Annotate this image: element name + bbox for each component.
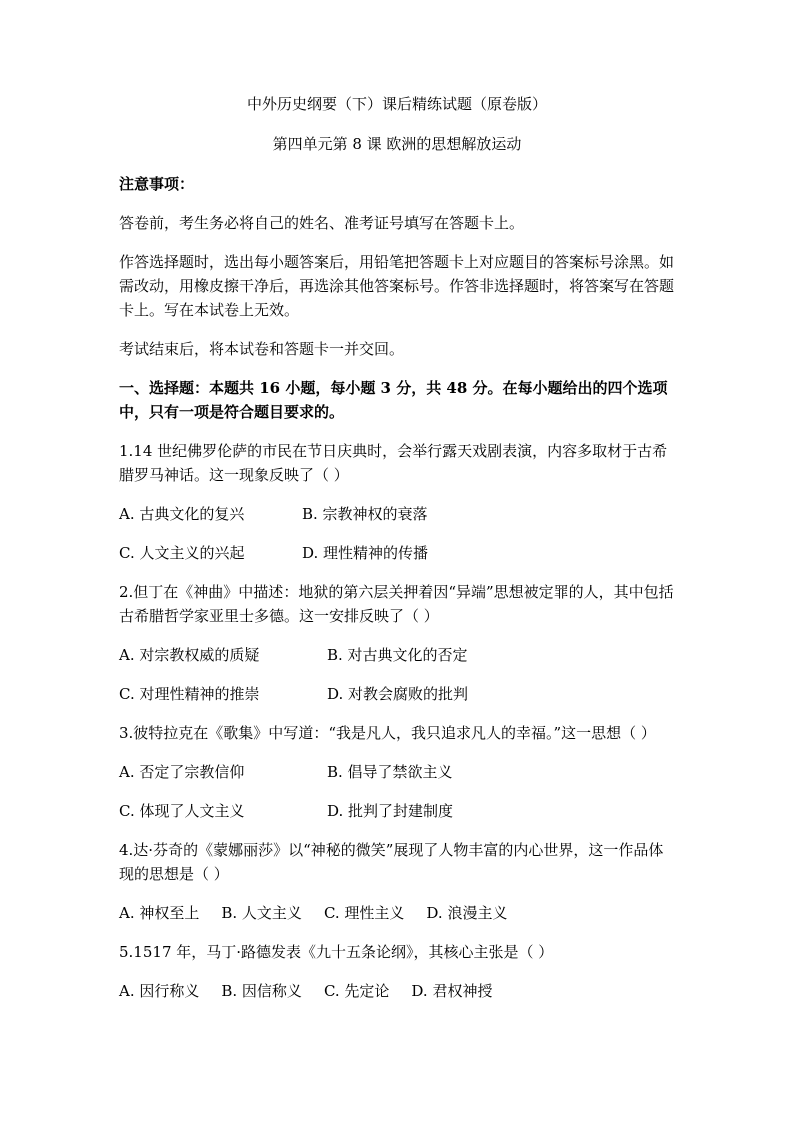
question-stem: 4.达·芬奇的《蒙娜丽莎》以“神秘的微笑”展现了人物丰富的内心世界，这一作品体现的思想是（ ） (119, 841, 664, 883)
section-heading: 一、选择题：本题共 16 小题，每小题 3 分，共 48 分。在每小题给出的四个选项中，只有一项是符合题目要求的。 (119, 379, 668, 421)
notice-heading: 注意事项： (119, 175, 195, 193)
option-a: A. 否定了宗教信仰 (119, 763, 245, 781)
notice-item: 考试结束后，将本试卷和答题卡一并交回。 (119, 340, 405, 358)
option-d: D. 浪漫主义 (426, 904, 508, 922)
exam-page (119, 92, 675, 1018)
option-c: C. 人文主义的兴起 (119, 544, 245, 562)
question-stem: 2.但丁在《神曲》中描述：地狱的第六层关押着因“异端”思想被定罪的人，其中包括古希腊哲学家亚里士多德。这一安排反映了（ ） (119, 583, 674, 625)
option-b: B. 倡导了禁欲主义 (327, 763, 453, 781)
question-stem: 3.彼特拉克在《歌集》中写道：“我是凡人，我只追求凡人的幸福。”这一思想（ ） (119, 724, 656, 742)
notice-item: 答卷前，考生务必将自己的姓名、准考证号填写在答题卡上。 (119, 214, 525, 232)
option-a: A. 对宗教权威的质疑 (119, 646, 260, 664)
option-c: C. 体现了人文主义 (119, 802, 245, 820)
options-row (119, 901, 675, 925)
option-c: C. 先定论 (323, 982, 390, 1000)
options-row (119, 643, 675, 667)
option-d: D. 对教会腐败的批判 (327, 685, 469, 703)
option-d: D. 批判了封建制度 (327, 802, 454, 820)
page-title: 中外历史纲要（下）课后精练试题（原卷版） (246, 95, 547, 113)
options-row (119, 502, 675, 526)
lesson-subtitle: 第四单元第 8 课 欧洲的思想解放运动 (272, 135, 522, 153)
option-b: B. 宗教神权的衰落 (302, 505, 428, 523)
options-row (119, 541, 675, 565)
option-a: A. 古典文化的复兴 (119, 505, 245, 523)
option-b: B. 对古典文化的否定 (327, 646, 468, 664)
option-d: D. 理性精神的传播 (302, 544, 429, 562)
question-stem: 5.1517 年，马丁·路德发表《九十五条论纲》，其核心主张是（ ） (119, 943, 554, 961)
option-b: B. 人文主义 (221, 904, 302, 922)
option-c: C. 对理性精神的推崇 (119, 685, 260, 703)
option-b: B. 因信称义 (221, 982, 302, 1000)
option-a: A. 因行称义 (119, 982, 200, 1000)
question-stem: 1.14 世纪佛罗伦萨的市民在节日庆典时，会举行露天戏剧表演，内容多取材于古希腊罗马神话。这一现象反映了（ ） (119, 442, 668, 484)
notice-item: 作答选择题时，选出每小题答案后，用铅笔把答题卡上对应题目的答案标号涂黑。如需改动，用橡皮擦干净后，再选涂其他答案标号。作答非选择题时，将答案写在答题卡上。写在本试卷上无效。 (119, 253, 675, 319)
option-a: A. 神权至上 (119, 904, 200, 922)
option-c: C. 理性主义 (323, 904, 405, 922)
options-row (119, 682, 675, 706)
options-row (119, 760, 675, 784)
option-d: D. 君权神授 (411, 982, 493, 1000)
options-row (119, 979, 675, 1003)
options-row (119, 799, 675, 823)
